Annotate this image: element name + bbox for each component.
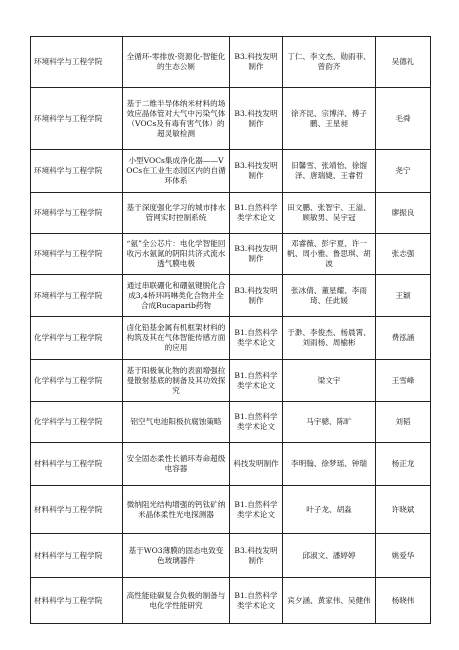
college-cell: 材料科学与工程学院 [31,443,123,486]
advisor-cell: 王雪峰 [376,360,431,402]
project-title-cell: 铝空气电池阳极抗腐蚀策略 [123,402,230,443]
table-row [31,88,431,150]
members-cell: 马宇骢、陈旷 [283,402,376,443]
project-title-cell: “氨”全公芯片：电化学智能回收污水氨氮的阴阳共济式流水透气膜电极 [123,234,230,275]
advisor-cell: 张志强 [376,234,431,275]
advisor-cell: 费泓涵 [376,317,431,360]
category-cell: B3.科技发明制作 [230,234,283,275]
table-row [31,534,431,578]
table-row [31,193,431,234]
members-cell: 叶子龙、胡淼 [283,486,376,534]
college-cell: 化学科学与工程学院 [31,402,123,443]
members-cell: 田文鹏、张智宇、王溢、顾敏男、吴宇冠 [283,193,376,234]
table-row [31,486,431,534]
project-title-cell: 基于WO3薄膜的固态电致变色玻璃器件 [123,534,230,578]
table-row [31,443,431,486]
college-cell: 材料科学与工程学院 [31,578,123,624]
members-cell: 邱淑文、潘婷婷 [283,534,376,578]
members-cell: 李明翰、徐梦瑶、钟瑞 [283,443,376,486]
category-cell: B3.科技发明制作 [230,88,283,150]
advisor-cell: 尧宁 [376,150,431,193]
members-cell: 徐齐昆、宗博洋、傅子鹏、王星昶 [283,88,376,150]
category-cell: B3.科技发明制作 [230,150,283,193]
table-row [31,234,431,275]
award-table [30,36,431,624]
advisor-cell: 杨正龙 [376,443,431,486]
members-cell: 邓睿薇、彭宇夏、许一帆、周小雅、鲁思琪、胡波 [283,234,376,275]
advisor-cell: 姚爱华 [376,534,431,578]
category-cell: B3.科技发明制作 [230,37,283,88]
category-cell: B3.科技发明制作 [230,275,283,317]
project-title-cell: 安全固态柔性长循环寿命超级电容器 [123,443,230,486]
table-row [31,317,431,360]
advisor-cell: 吴德礼 [376,37,431,88]
advisor-cell: 杨晓伟 [376,578,431,624]
college-cell: 化学科学与工程学院 [31,317,123,360]
table-row [31,578,431,624]
members-cell: 张冰倩、董星耀、李雨琦、任此媛 [283,275,376,317]
project-title-cell: 基于深度强化学习的城市排水管网实时控制系统 [123,193,230,234]
table-body [31,37,431,624]
table-row [31,402,431,443]
college-cell: 化学科学与工程学院 [31,360,123,402]
category-cell: B1.自然科学类学术论文 [230,486,283,534]
table-row [31,37,431,88]
members-cell: 宾夕涵、黄家伟、吴健伟 [283,578,376,624]
college-cell: 环境科学与工程学院 [31,275,123,317]
category-cell: B3.科技发明制作 [230,534,283,578]
category-cell: B1.自然科学类学术论文 [230,317,283,360]
table-row [31,360,431,402]
members-cell: 梁文宇 [283,360,376,402]
college-cell: 环境科学与工程学院 [31,37,123,88]
members-cell: 丁仁、李文杰、勋雨菲、曾韵齐 [283,37,376,88]
project-title-cell: 小型VOCs集成净化器——VOCs在工业生态园区内的自循环体系 [123,150,230,193]
category-cell: B1.自然科学类学术论文 [230,360,283,402]
college-cell: 环境科学与工程学院 [31,150,123,193]
members-cell: 于渺、李俊杰、杨晨霄、刘雨杨、周榆彬 [283,317,376,360]
college-cell: 材料科学与工程学院 [31,486,123,534]
advisor-cell: 毛舜 [376,88,431,150]
college-cell: 环境科学与工程学院 [31,234,123,275]
college-cell: 材料科学与工程学院 [31,534,123,578]
advisor-cell: 廖振良 [376,193,431,234]
project-title-cell: 高性能硅碳复合负极的制备与电化学性能研究 [123,578,230,624]
project-title-cell: 基于二维半导体纳米材料的场效应晶体管对大气中污染气体（VOCs及有毒有害气体）的超灵敏检测 [123,88,230,150]
project-title-cell: 微纳阻光结构增强的钙钛矿纳米晶体柔性光电探测器 [123,486,230,534]
members-cell: 旧馨雪、张靖怡、徐馏泽、唐瑞婕、王睿哲 [283,150,376,193]
category-cell: B1.自然科学类学术论文 [230,193,283,234]
table-row [31,275,431,317]
advisor-cell: 许晓斌 [376,486,431,534]
advisor-cell: 刘韬 [376,402,431,443]
college-cell: 环境科学与工程学院 [31,88,123,150]
advisor-cell: 王颖 [376,275,431,317]
category-cell: B1.自然科学类学术论文 [230,402,283,443]
category-cell: 科技发明制作 [230,443,283,486]
category-cell: B1.自然科学类学术论文 [230,578,283,624]
project-title-cell: 基于阳极氧化物的表面增强拉曼散射基底的制备及其功效探究 [123,360,230,402]
project-title-cell: 卤化铅基金属有机框架材料的构筑及其在气体智能传感方面的应用 [123,317,230,360]
college-cell: 环境科学与工程学院 [31,193,123,234]
table-row [31,150,431,193]
project-title-cell: 全循环-零排放-资源化-智能化的生态公厕 [123,37,230,88]
project-title-cell: 通过串联硼化和硼氨键脱化合成3,4桥环吗啉类化合物并全合成Rucaparib药物 [123,275,230,317]
